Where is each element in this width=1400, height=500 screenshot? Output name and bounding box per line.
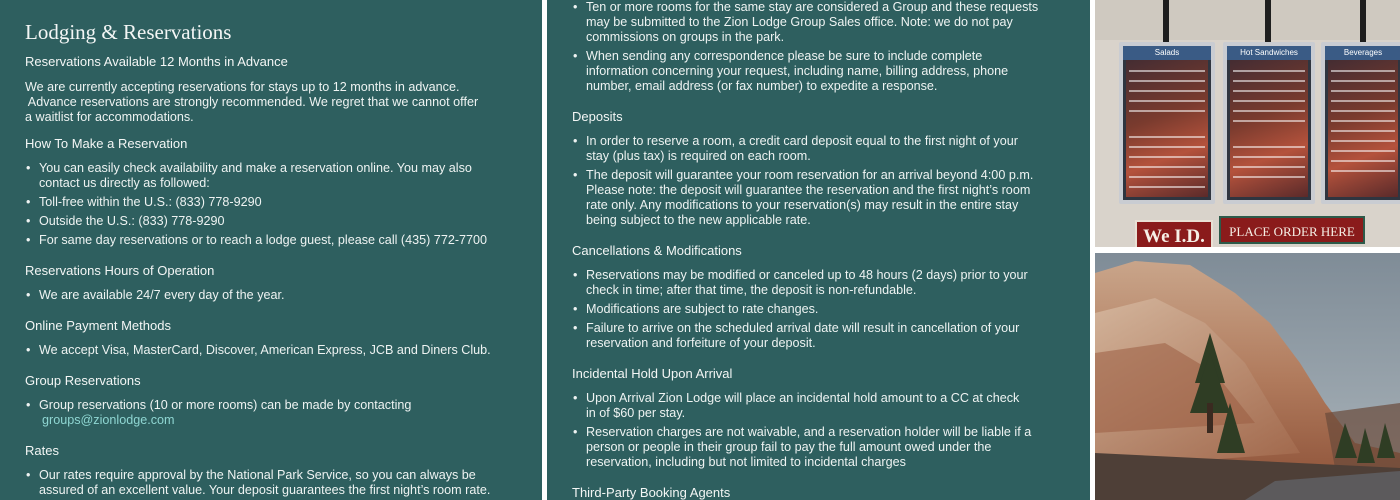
list-item-line: reservation, including but not limited to incidental charges: [586, 455, 906, 469]
list-item: [39, 195, 520, 210]
list-item-line: • You can easily check availability and make a reservation online. You may also: [39, 161, 472, 175]
list-item-line: in of $60 per stay.: [586, 406, 686, 420]
intro-line: Advance reservations are strongly recommended. We regret that we cannot offer: [25, 95, 479, 109]
list-item-line: • Reservation charges are not waivable, and a reservation holder will be liable if a: [586, 425, 1032, 439]
list-item: [39, 398, 520, 428]
list-item: [39, 233, 520, 248]
list-item-line: • For same day reservations or to reach a lodge guest, please call (435) 772-7700: [39, 233, 488, 247]
intro-line: We are currently accepting reservations for stays up to 12 months in advance.: [25, 80, 460, 94]
intro-line: a waitlist for accommodations.: [25, 110, 194, 124]
list-item: [586, 268, 1070, 298]
list-item: [586, 134, 1070, 164]
list-item-line: • Failure to arrive on the scheduled arrival date will result in cancellation of your: [586, 321, 1020, 335]
deposits-heading: Deposits: [572, 109, 623, 124]
we-id-sign: We I.D.: [1135, 220, 1213, 247]
list-item-line: stay (plus tax) is required on each room.: [586, 149, 811, 163]
group-details-list: [586, 0, 1070, 94]
list-item-line: check in time; after that time, the deposit is non-refundable.: [586, 283, 917, 297]
third-party-heading: Third-Party Booking Agents: [572, 485, 731, 500]
list-item-line: • Outside the U.S.: (833) 778-9290: [39, 214, 225, 228]
rates-heading: Rates: [25, 443, 59, 458]
list-item: [586, 425, 1070, 470]
list-item-line: may be submitted to the Zion Lodge Group Sales office. Note: we do not pay: [586, 15, 1013, 29]
incidental-hold-list: [586, 391, 1070, 470]
canyon-illustration: [1095, 253, 1400, 500]
menu-board: [1321, 42, 1400, 204]
list-item-line: • Our rates require approval by the National Park Service, so you can always be: [39, 468, 476, 482]
hours-heading: Reservations Hours of Operation: [25, 263, 215, 278]
list-item-line: person or people in their group fail to pay the full amount owed under the: [586, 440, 992, 454]
list-item-line: commissions on groups in the park.: [586, 30, 785, 44]
list-item-line: • Group reservations (10 or more rooms) can be made by contacting: [39, 398, 412, 412]
deposits-list: [586, 134, 1070, 228]
payment-list: [39, 343, 520, 358]
list-item-line: • We accept Visa, MasterCard, Discover, American Express, JCB and Diners Club.: [39, 343, 491, 357]
list-item-line: • Ten or more rooms for the same stay are considered a Group and these requests: [586, 0, 1039, 14]
list-item: [586, 321, 1070, 351]
menu-board: [1223, 42, 1315, 204]
menu-board-header: Beverages: [1325, 46, 1400, 60]
list-item: [586, 391, 1070, 421]
group-email-link[interactable]: groups@zionlodge.com: [42, 413, 175, 427]
menu-board: [1119, 42, 1215, 204]
list-item-line: information concerning your request, including name, billing address, phone: [586, 64, 1009, 78]
list-item-line: rate only. Any modifications to your reservation(s) may result in the entire stay: [586, 198, 1019, 212]
menu-board-header: Salads: [1123, 46, 1211, 60]
advance-subtitle: Reservations Available 12 Months in Advance: [25, 54, 288, 69]
list-item: [39, 161, 520, 191]
menu-board-header: Hot Sandwiches: [1227, 46, 1311, 60]
canyon-photo: [1095, 253, 1400, 500]
how-to-heading: How To Make a Reservation: [25, 136, 188, 151]
intro-paragraph: [25, 80, 520, 125]
list-item: [39, 214, 520, 229]
left-info-panel: [0, 0, 542, 500]
list-item-line: reservation and forfeiture of your deposit.: [586, 336, 816, 350]
list-item: [586, 302, 1070, 317]
list-item-line: • Reservations may be modified or canceled up to 48 hours (2 days) prior to your: [586, 268, 1028, 282]
list-item: [586, 0, 1070, 45]
list-item: [586, 49, 1070, 94]
list-item-line: • Toll-free within the U.S.: (833) 778-9290: [39, 195, 262, 209]
middle-info-panel: [547, 0, 1090, 500]
list-item: [39, 343, 520, 358]
list-item-line: • We are available 24/7 every day of the year.: [39, 288, 285, 302]
list-item-line: Please note: the deposit will guarantee the reservation and the first night’s room: [586, 183, 1031, 197]
group-list: [39, 398, 520, 428]
menu-board-photo: [1095, 0, 1400, 247]
list-item-line: • In order to reserve a room, a credit card deposit equal to the first night of your: [586, 134, 1018, 148]
rates-list: [39, 468, 520, 498]
list-item-line: • When sending any correspondence please be sure to include complete: [586, 49, 983, 63]
list-item: [39, 468, 520, 498]
list-item-line: • The deposit will guarantee your room reservation for an arrival beyond 4:00 p.m.: [586, 168, 1034, 182]
list-item-line: being subject to the new applicable rate.: [586, 213, 811, 227]
place-order-sign: PLACE ORDER HERE: [1219, 216, 1365, 244]
cancellations-heading: Cancellations & Modifications: [572, 243, 742, 258]
list-item: [39, 288, 520, 303]
list-item-line: • Modifications are subject to rate changes.: [586, 302, 819, 316]
list-item-line: • Upon Arrival Zion Lodge will place an incidental hold amount to a CC at check: [586, 391, 1020, 405]
list-item-line: contact us directly as followed:: [39, 176, 210, 190]
incidental-hold-heading: Incidental Hold Upon Arrival: [572, 366, 733, 381]
group-heading: Group Reservations: [25, 373, 141, 388]
page-title: Lodging & Reservations: [25, 20, 232, 44]
cancellations-list: [586, 268, 1070, 351]
list-item: [586, 168, 1070, 228]
list-item-line: number, email address (or fax number) to expedite a response.: [586, 79, 938, 93]
payment-heading: Online Payment Methods: [25, 318, 171, 333]
list-item-line: assured of an excellent value. Your deposit guarantees the first night’s room rate.: [39, 483, 491, 497]
how-to-list: [39, 161, 520, 248]
hours-list: [39, 288, 520, 303]
